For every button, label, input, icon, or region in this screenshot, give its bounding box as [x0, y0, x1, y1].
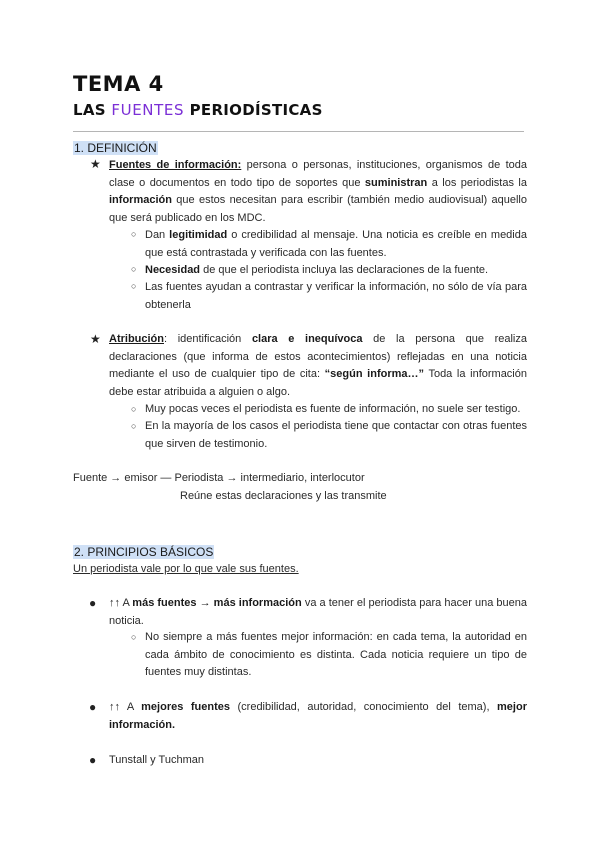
principle-intro [73, 561, 299, 579]
sub-item-contrastar: Las fuentes ayudan a contrastar y verificar la información, no sólo de vía para obtenerla [145, 281, 527, 311]
circle-bullet-icon: ○ [131, 229, 137, 239]
keyword: Necesidad [145, 264, 201, 276]
circle-bullet-icon: ○ [131, 264, 137, 274]
star-bullet-icon: ★ [90, 332, 101, 346]
term-atribucion: Atribución [109, 333, 164, 345]
keyword: legitimidad [169, 229, 228, 241]
star-bullet-icon: ★ [90, 157, 101, 171]
section-heading-principios [73, 543, 214, 561]
page-title: TEMA 4 [73, 72, 164, 96]
circle-bullet-icon: ○ [131, 632, 137, 642]
definition-atribucion [109, 331, 527, 401]
subtitle-pre: LAS [73, 101, 112, 119]
section-heading-definicion [73, 139, 158, 157]
keyword: mejores fuentes [141, 701, 230, 713]
text-fragment: de que el periodista incluya las declaraciones de la fuente. [200, 264, 489, 276]
keyword: clara e inequívoca [251, 333, 363, 345]
definition-fuentes [109, 157, 527, 227]
text-fragment: que estos necesitan para escribir (también medio audiovisual) aquello que será publicado en los MDC. [109, 194, 527, 224]
keyword: suministran [364, 176, 428, 189]
circle-bullet-icon: ○ [131, 421, 137, 431]
text-fragment: ↑↑ A [109, 701, 142, 713]
principle-mas-fuentes [109, 595, 527, 630]
bullet-icon: ● [89, 700, 97, 714]
principle-mejores-fuentes [109, 699, 527, 734]
circle-bullet-icon: ○ [131, 281, 137, 291]
sub-item-legitimidad [145, 227, 527, 262]
section-heading-text: 1. DEFINICIÓN [74, 141, 157, 155]
circle-bullet-icon: ○ [131, 404, 137, 414]
sub-item-testimonio: En la mayoría de los casos el periodista tiene que contactar con otras fuentes que sirven de testimonio. [145, 420, 527, 450]
text-fragment: Dan [145, 229, 170, 241]
keyword: información [109, 194, 172, 206]
subtitle-accent: FUENTES [111, 101, 185, 119]
title-divider [73, 131, 524, 132]
bullet-icon: ● [89, 753, 97, 767]
section-heading-text: 2. PRINCIPIOS BÁSICOS [74, 545, 214, 559]
sub-item-no-siempre: No siempre a más fuentes mejor información: en cada tema, la autoridad en cada ámbito de conocimiento es distinta. Cada noticia requiere un tipo de fuentes muy distintas. [145, 631, 527, 678]
text-fragment: o credibilidad al mensaje. Una noticia es creíble en medida que está contrastada y verificada con las fuentes. [145, 229, 527, 259]
sub-item-testigo: Muy pocas veces el periodista es fuente de información, no suele ser testigo. [145, 403, 521, 415]
underlined-intro: Un periodista vale por lo que vale sus fuentes. [73, 563, 299, 575]
principle-tunstall: Tunstall y Tuchman [109, 754, 204, 766]
text-fragment: va a tener el periodista para hacer una buena noticia. [109, 597, 528, 627]
term-fuentes: Fuentes de información: [109, 159, 242, 171]
text-fragment: persona o personas, instituciones, organismos de toda clase o documentos en todo tipo de soportes que [109, 159, 527, 189]
text-fragment: Toda la información debe estar atribuida a alguien o algo. [109, 368, 527, 398]
text-fragment: de la persona que realiza declaraciones (que informa de estos acontecimientos) reflejadas en una noticia mediante el uso de cualquier tipo de cita: [109, 333, 527, 380]
text-fragment: : identificación [164, 333, 252, 345]
bullet-icon: ● [89, 596, 97, 610]
text-fragment: a los periodistas la [427, 176, 527, 189]
keyword: “según informa…” [324, 368, 425, 380]
flow-line-1: Fuente → emisor — Periodista → intermediario, interlocutor [73, 472, 365, 484]
flow-line-2: Reúne estas declaraciones y las transmite [180, 490, 387, 502]
sub-item-necesidad [145, 262, 527, 280]
page-subtitle [73, 101, 323, 119]
text-fragment: (credibilidad, autoridad, conocimiento del tema), [229, 701, 498, 713]
text-fragment: ↑↑ A [109, 597, 133, 609]
keyword: más fuentes → más información [132, 597, 302, 609]
keyword: mejor información. [109, 701, 527, 731]
subtitle-post: PERIODÍSTICAS [184, 101, 323, 119]
